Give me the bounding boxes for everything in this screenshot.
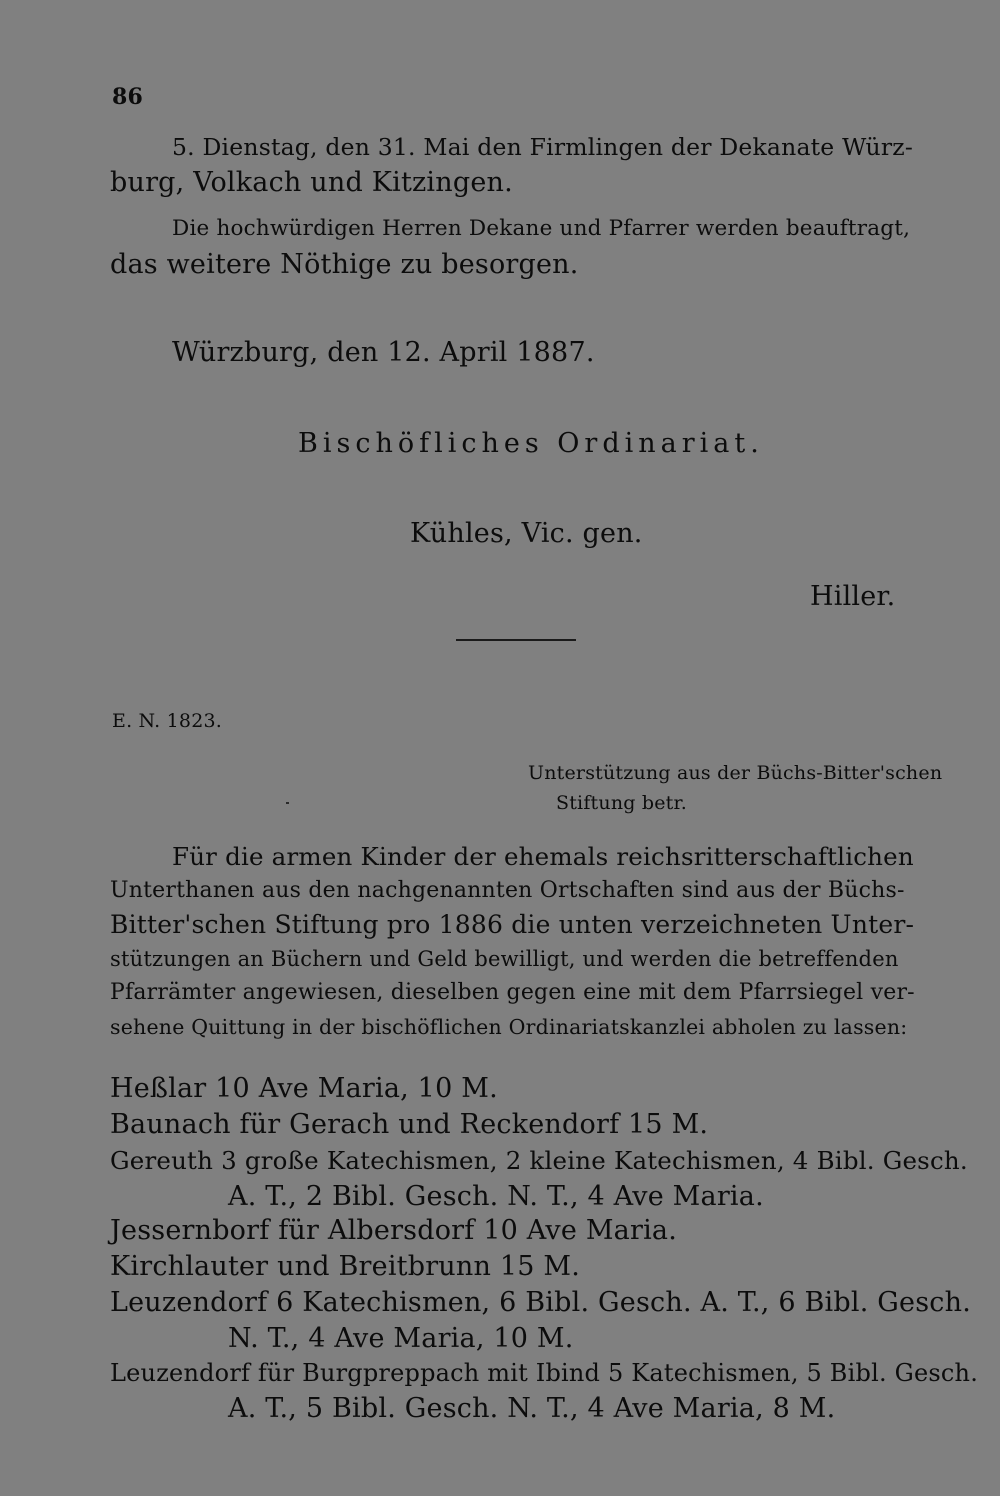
list-item: Jessernborf für Albersdorf 10 Ave Maria. xyxy=(110,1215,677,1246)
list-item: Baunach für Gerach und Reckendorf 15 M. xyxy=(110,1109,709,1140)
list-item: Kirchlauter und Breitbrunn 15 M. xyxy=(110,1251,581,1282)
top-line-1-text: 5. Dienstag, den 31. Mai den Firmlingen der Dekanate Würz- xyxy=(172,133,913,161)
list-item-continuation: A. T., 2 Bibl. Gesch. N. T., 4 Ave Maria. xyxy=(228,1181,764,1212)
top-line-2: burg, Volkach und Kitzingen. xyxy=(110,167,513,198)
signature-hiller: Hiller. xyxy=(810,581,896,612)
list-item: Heßlar 10 Ave Maria, 10 M. xyxy=(110,1073,498,1104)
list-item: Leuzendorf für Burgpreppach mit Ibind 5 Katechismen, 5 Bibl. Gesch. xyxy=(110,1359,979,1387)
reference-number: E. N. 1823. xyxy=(112,710,223,732)
paragraph-line-3: Bitter'schen Stiftung pro 1886 die unten verzeichneten Unter- xyxy=(110,910,915,939)
list-item-continuation: N. T., 4 Ave Maria, 10 M. xyxy=(228,1323,574,1354)
list-item-continuation: A. T., 5 Bibl. Gesch. N. T., 4 Ave Maria, 8 M. xyxy=(228,1393,836,1424)
paragraph-line-6: sehene Quittung in der bischöflichen Ordinariatskanzlei abholen zu lassen: xyxy=(110,1015,908,1039)
dateline: Würzburg, den 12. April 1887. xyxy=(172,337,595,368)
subject-line-1: Unterstützung aus der Büchs-Bitter'schen xyxy=(528,762,943,784)
page-number: 86 xyxy=(112,84,144,110)
paragraph-line-1: Für die armen Kinder der ehemals reichsritterschaftlichen xyxy=(172,842,914,871)
print-speck xyxy=(286,802,289,804)
list-item: Gereuth 3 große Katechismen, 2 kleine Katechismen, 4 Bibl. Gesch. xyxy=(110,1146,968,1175)
list-item: Leuzendorf 6 Katechismen, 6 Bibl. Gesch. A. T., 6 Bibl. Gesch. xyxy=(110,1287,971,1318)
subject-line-2: Stiftung betr. xyxy=(556,792,687,814)
paragraph-line-2: Unterthanen aus den nachgenannten Ortschaften sind aus der Büchs- xyxy=(110,878,905,903)
divider-rule xyxy=(456,639,576,641)
signature-kuehles: Kühles, Vic. gen. xyxy=(410,518,643,549)
top-line-1 xyxy=(172,130,916,164)
top-line-3: Die hochwürdigen Herren Dekane und Pfarrer werden beauftragt, xyxy=(172,216,911,241)
paragraph-line-4: stützungen an Büchern und Geld bewilligt, und werden die betreffenden xyxy=(110,947,899,971)
paragraph-line-5: Pfarrämter angewiesen, dieselben gegen eine mit dem Pfarrsiegel ver- xyxy=(110,980,915,1005)
issuing-office: Bischöfliches Ordinariat. xyxy=(298,428,764,459)
top-line-4: das weitere Nöthige zu besorgen. xyxy=(110,249,579,280)
